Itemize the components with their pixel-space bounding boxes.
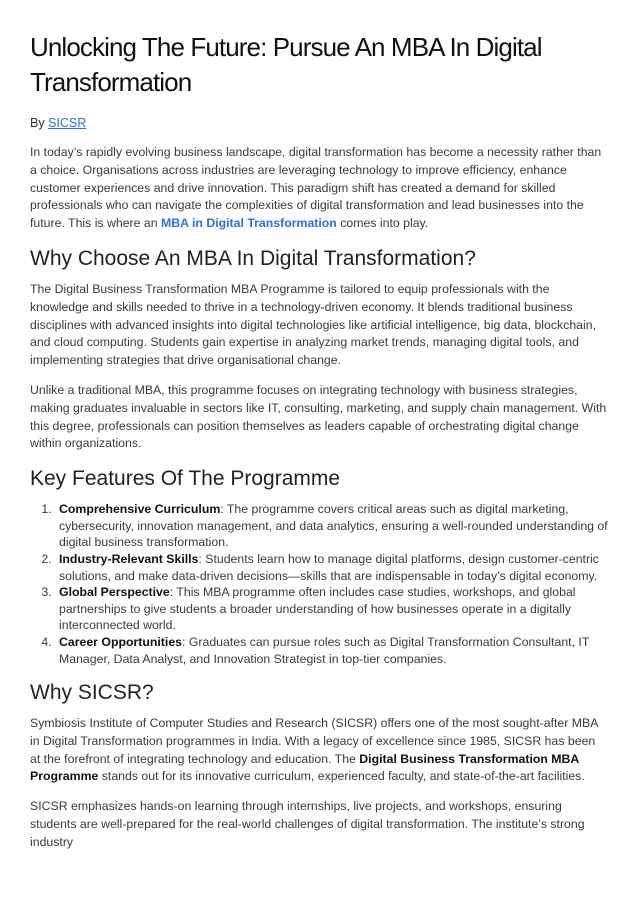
list-item-term: Global Perspective (59, 585, 170, 600)
intro-text: In today’s rapidly evolving business landscape, digital transformation has become a necessity rather than a choice. Organisations across industries are leveraging technology to improve efficiency, enhance customer experiences and drive innovation. This paradigm shift has created a demand for skilled professionals who can navigate the complexities of digital transformation and lead businesses into the future. This is where an (30, 145, 602, 231)
paragraph-text-end: stands out for its innovative curriculum, experienced faculty, and state-of-the-art facilities. (98, 769, 585, 784)
section-heading-key-features: Key Features Of The Programme (30, 467, 341, 491)
paragraph (30, 715, 608, 786)
paragraph: Unlike a traditional MBA, this programme focuses on integrating technology with business strategies, making graduates invaluable in sectors like IT, consulting, marketing, and supply chain management. With this degree, professionals can position themselves as leaders capable of orchestrating digital change within organizations. (30, 382, 607, 451)
list-item-text: : The programme covers critical areas such as digital marketing, cybersecurity, innovation management, and data analytics, ensuring a well-rounded understanding of digital business transformation. (59, 502, 608, 550)
list-item-text: : This MBA programme often includes case studies, workshops, and global partnerships to give students a broader understanding of how businesses operate in a digitally interconnected world. (59, 585, 576, 633)
features-list (30, 501, 608, 667)
byline (30, 116, 608, 130)
page-title: Unlocking The Future: Pursue An MBA In Digital Transformation (30, 32, 542, 97)
list-item-text: : Students learn how to manage digital platforms, design customer-centric solutions, and make data-driven decisions—skills that are indispensable in today’s digital economy. (59, 551, 599, 583)
section-heading-why-sicsr: Why SICSR? (30, 681, 154, 705)
list-item (55, 551, 608, 584)
paragraph: The Digital Business Transformation MBA Programme is tailored to equip professionals with the knowledge and skills needed to thrive in a technology-driven economy. It blends traditional business disciplines with advanced insights into digital technologies like artificial intelligence, big data, blockchain, and cloud computing. Students gain expertise in analyzing market trends, managing digital tools, and implementing strategies that drive organisational change. (30, 281, 596, 368)
list-item-term: Career Opportunities (59, 634, 182, 649)
list-item (55, 634, 608, 667)
list-item-text: : Graduates can pursue roles such as Digital Transformation Consultant, IT Manager, Data Analyst, and Innovation Strategist in top-tier companies. (59, 634, 590, 666)
list-item (55, 501, 608, 551)
paragraph-text: Symbiosis Institute of Computer Studies and Research (SICSR) offers one of the most sought-after MBA in Digital Transformation programmes in India. With a legacy of excellence since 1985, SICSR has been at the forefront of integrating technology and education. The (30, 716, 598, 766)
list-item-term: Industry-Relevant Skills (59, 551, 199, 566)
list-item (55, 584, 608, 634)
author-link[interactable]: SICSR (48, 116, 87, 130)
intro-paragraph (30, 144, 608, 233)
byline-prefix: By (30, 116, 49, 130)
intro-text-end: comes into play. (336, 216, 429, 231)
section-heading-why-mba: Why Choose An MBA In Digital Transformation? (30, 246, 476, 270)
programme-name: Digital Business Transformation MBA Programme (30, 751, 579, 784)
paragraph: SICSR emphasizes hands-on learning through internships, live projects, and workshops, ensuring students are well-prepared for the real-world challenges of digital transformation. The institute’s strong industry (30, 799, 585, 849)
list-item-term: Comprehensive Curriculum (59, 502, 221, 517)
mba-link[interactable]: MBA in Digital Transformation (161, 216, 337, 231)
